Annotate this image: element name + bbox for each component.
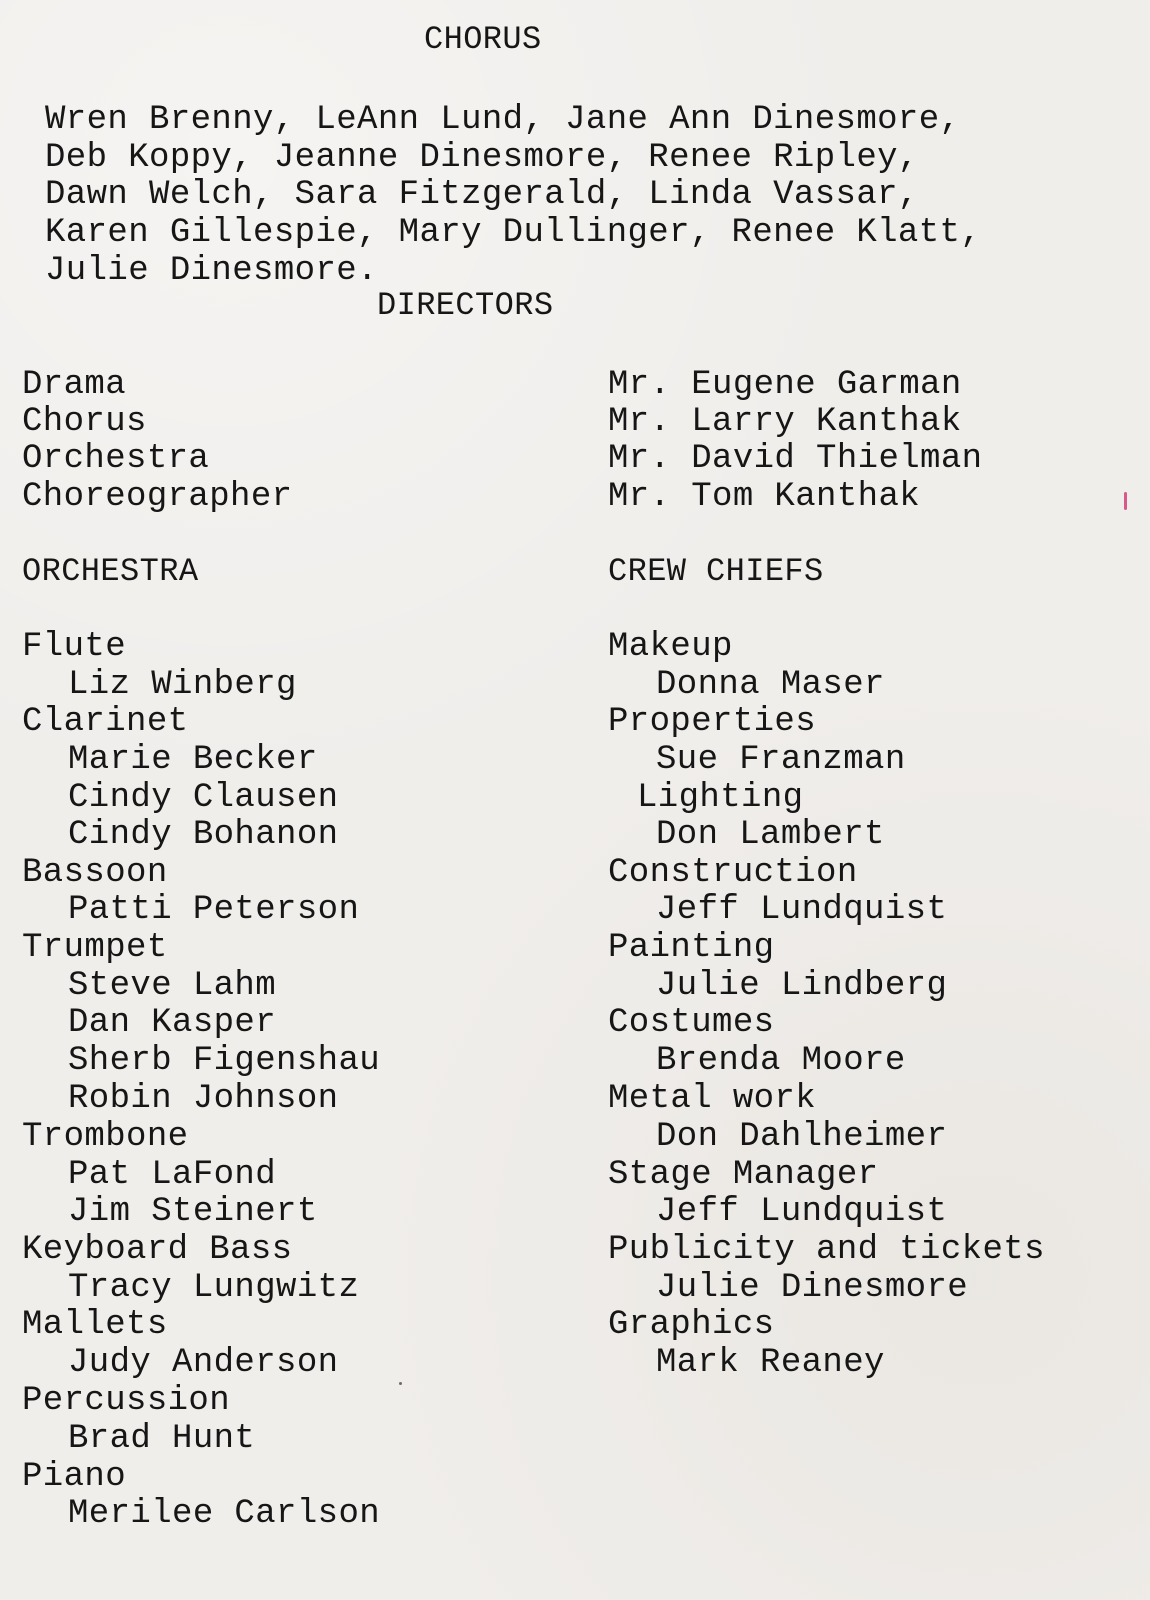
crew-chief-name: Jeff Lundquist (656, 891, 948, 929)
chorus-members-line-1: Wren Brenny, LeAnn Lund, Jane Ann Dinesmore, (45, 101, 961, 139)
directors-title: DIRECTORS (377, 287, 554, 324)
crew-chief-name: Brenda Moore (656, 1042, 906, 1080)
orchestra-player: Pat LaFond (68, 1156, 277, 1194)
orchestra-player: Steve Lahm (68, 967, 277, 1005)
director-role-drama: Drama (22, 366, 127, 404)
crew-section-makeup: Makeup (608, 628, 733, 666)
paper-speck (399, 1382, 402, 1385)
crew-section-construction: Construction (608, 854, 858, 892)
crew-chief-name: Sue Franzman (656, 741, 906, 779)
chorus-members-line-4: Karen Gillespie, Mary Dullinger, Renee Klatt, (45, 214, 982, 252)
orchestra-section-mallets: Mallets (22, 1306, 168, 1344)
director-name-chorus: Mr. Larry Kanthak (608, 403, 962, 441)
crew-section-lighting: Lighting (637, 779, 804, 817)
orchestra-section-flute: Flute (22, 628, 127, 666)
chorus-members-line-2: Deb Koppy, Jeanne Dinesmore, Renee Ripley, (45, 139, 919, 177)
crew-chiefs-title: CREW CHIEFS (608, 553, 824, 590)
orchestra-player: Cindy Clausen (68, 779, 339, 817)
orchestra-player: Merilee Carlson (68, 1495, 381, 1533)
crew-section-publicity-and-tickets: Publicity and tickets (608, 1231, 1045, 1269)
crew-chief-name: Julie Dinesmore (656, 1269, 969, 1307)
chorus-members-line-3: Dawn Welch, Sara Fitzgerald, Linda Vassar, (45, 176, 919, 214)
crew-section-painting: Painting (608, 929, 775, 967)
crew-section-costumes: Costumes (608, 1004, 775, 1042)
crew-chief-name: Don Lambert (656, 816, 885, 854)
chorus-title: CHORUS (424, 21, 542, 58)
orchestra-section-clarinet: Clarinet (22, 703, 189, 741)
crew-chief-name: Jeff Lundquist (656, 1193, 948, 1231)
director-role-chorus: Chorus (22, 403, 147, 441)
orchestra-section-trumpet: Trumpet (22, 929, 168, 967)
orchestra-player: Judy Anderson (68, 1344, 339, 1382)
orchestra-section-bassoon: Bassoon (22, 854, 168, 892)
orchestra-player: Patti Peterson (68, 891, 360, 929)
crew-chief-name: Mark Reaney (656, 1344, 885, 1382)
director-role-orchestra: Orchestra (22, 440, 210, 478)
crew-section-graphics: Graphics (608, 1306, 775, 1344)
orchestra-section-percussion: Percussion (22, 1382, 231, 1420)
orchestra-player: Tracy Lungwitz (68, 1269, 360, 1307)
crew-section-metal-work: Metal work (608, 1080, 817, 1118)
orchestra-player: Marie Becker (68, 741, 318, 779)
orchestra-title: ORCHESTRA (22, 553, 199, 590)
pink-ink-mark (1124, 492, 1127, 510)
orchestra-player: Cindy Bohanon (68, 816, 339, 854)
director-name-orchestra: Mr. David Thielman (608, 440, 983, 478)
director-name-choreographer: Mr. Tom Kanthak (608, 478, 921, 516)
orchestra-player: Robin Johnson (68, 1080, 339, 1118)
crew-section-properties: Properties (608, 703, 817, 741)
director-role-choreographer: Choreographer (22, 478, 293, 516)
director-name-drama: Mr. Eugene Garman (608, 366, 962, 404)
orchestra-player: Liz Winberg (68, 666, 297, 704)
crew-chief-name: Don Dahlheimer (656, 1118, 948, 1156)
orchestra-player: Dan Kasper (68, 1004, 277, 1042)
orchestra-section-piano: Piano (22, 1458, 127, 1496)
crew-chief-name: Donna Maser (656, 666, 885, 704)
orchestra-section-trombone: Trombone (22, 1118, 189, 1156)
orchestra-player: Jim Steinert (68, 1193, 318, 1231)
crew-section-stage-manager: Stage Manager (608, 1156, 879, 1194)
crew-chief-name: Julie Lindberg (656, 967, 948, 1005)
orchestra-section-keyboard-bass: Keyboard Bass (22, 1231, 293, 1269)
orchestra-player: Sherb Figenshau (68, 1042, 381, 1080)
chorus-members-line-5: Julie Dinesmore. (45, 252, 378, 290)
orchestra-player: Brad Hunt (68, 1420, 256, 1458)
